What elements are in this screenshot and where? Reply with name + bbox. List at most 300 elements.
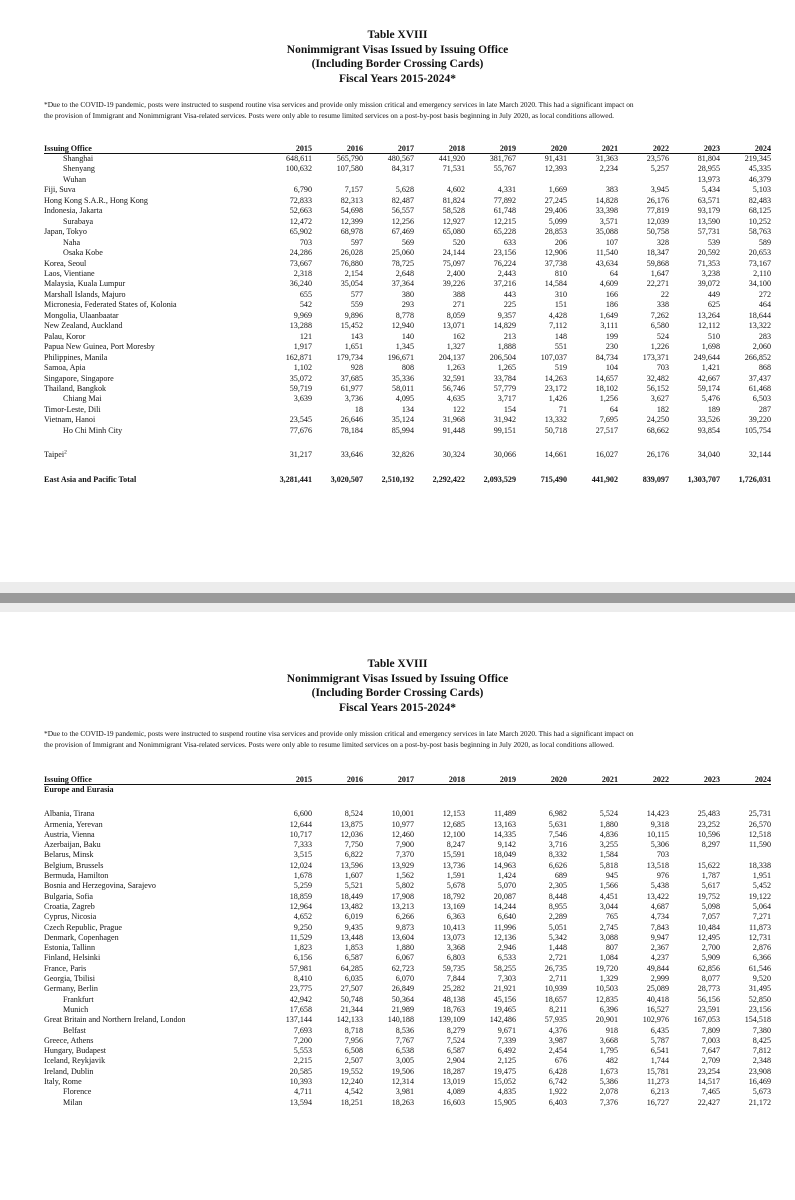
value-cell: 13,518 [646, 860, 669, 870]
office-name: Fiji, Suva [44, 185, 76, 195]
value-cell: 10,115 [647, 829, 669, 839]
value-cell: 1,649 [599, 310, 618, 320]
office-name: Italy, Rome [44, 1077, 82, 1087]
office-name: Indonesia, Jakarta [44, 206, 103, 216]
value-cell: 4,835 [497, 1087, 516, 1097]
value-cell: 7,843 [650, 922, 669, 932]
value-cell: 10,503 [595, 984, 618, 994]
value-cell: 32,826 [391, 450, 414, 460]
value-cell: 6,266 [395, 912, 414, 922]
value-cell: 7,157 [344, 185, 363, 195]
value-cell: 8,279 [446, 1025, 465, 1035]
office-name: New Zealand, Auckland [44, 321, 123, 331]
note-line: the provision of Immigrant and Nonimmigrant Visa-related services. Posts were only able to resume limited services on a post-by-post basis beginning in July 2020, as local conditions allowed. [44, 740, 615, 749]
value-cell: 30,324 [442, 450, 465, 460]
value-cell: 12,731 [748, 932, 771, 942]
col-header-year: 2023 [669, 143, 720, 154]
value-cell: 10,393 [289, 1077, 312, 1087]
footnote-marker: 2 [64, 450, 67, 456]
spacer-row [44, 461, 771, 475]
value-cell: 45,335 [748, 164, 771, 174]
value-cell: 37,738 [544, 258, 567, 268]
office-name: East Asia and Pacific Total [44, 474, 137, 484]
value-cell: 21,989 [391, 1004, 414, 1014]
col-header-year: 2017 [363, 143, 414, 154]
value-cell: 3,571 [599, 216, 618, 226]
value-cell: 1,651 [344, 342, 363, 352]
value-cell: 13,482 [340, 901, 363, 911]
value-cell: 162 [452, 331, 465, 341]
value-cell: 59,719 [289, 383, 312, 393]
value-cell: 3,945 [650, 185, 669, 195]
value-cell: 1,922 [548, 1087, 567, 1097]
value-cell: 12,215 [493, 216, 516, 226]
value-cell: 1,102 [293, 363, 312, 373]
value-cell: 21,172 [748, 1097, 771, 1107]
value-cell: 6,396 [599, 1004, 618, 1014]
value-cell: 12,256 [391, 216, 414, 226]
value-cell: 1,421 [701, 363, 720, 373]
value-cell: 13,736 [442, 860, 465, 870]
value-cell: 15,622 [697, 860, 720, 870]
value-cell: 23,254 [697, 1066, 720, 1076]
region-heading: Europe and Eurasia [44, 785, 114, 794]
value-cell: 12,136 [493, 932, 516, 942]
value-cell: 7,647 [701, 1046, 720, 1056]
table-row [44, 415, 771, 425]
office-name: Hong Kong S.A.R., Hong Kong [44, 195, 148, 205]
value-cell: 272 [758, 289, 771, 299]
value-cell: 8,077 [701, 974, 720, 984]
value-cell: 24,286 [289, 248, 312, 258]
value-cell: 7,271 [752, 912, 771, 922]
value-cell: 14,244 [493, 901, 516, 911]
office-name: Mongolia, Ulaanbaatar [44, 310, 119, 320]
value-cell: 13,875 [340, 819, 363, 829]
value-cell: 16,027 [595, 450, 618, 460]
value-cell: 381,767 [489, 154, 516, 163]
value-cell: 12,927 [442, 216, 465, 226]
value-cell: 765 [605, 912, 618, 922]
table-row [44, 269, 771, 279]
value-cell: 64 [609, 268, 618, 278]
col-header-year: 2016 [312, 774, 363, 785]
table-row [44, 923, 771, 933]
value-cell: 10,484 [697, 922, 720, 932]
value-cell: 65,228 [493, 227, 516, 237]
value-cell: 15,452 [340, 321, 363, 331]
value-cell: 945 [605, 871, 618, 881]
value-cell: 5,476 [701, 394, 720, 404]
value-cell: 71 [558, 404, 567, 414]
value-cell: 67,469 [391, 227, 414, 237]
value-cell: 61,748 [493, 206, 516, 216]
value-cell: 6,019 [344, 912, 363, 922]
value-cell: 2,507 [344, 1056, 363, 1066]
value-cell [363, 175, 414, 185]
value-cell: 4,095 [395, 394, 414, 404]
value-cell: 1,880 [599, 819, 618, 829]
value-cell: 19,720 [595, 963, 618, 973]
table-row [44, 175, 771, 185]
value-cell: 4,451 [599, 891, 618, 901]
value-cell: 50,758 [646, 227, 669, 237]
table-row [44, 300, 771, 310]
value-cell: 5,064 [752, 901, 771, 911]
value-cell: 3,255 [599, 840, 618, 850]
office-name: Singapore, Singapore [44, 373, 114, 383]
value-cell: 7,812 [752, 1046, 771, 1056]
value-cell: 1,566 [599, 881, 618, 891]
value-cell: 5,673 [752, 1087, 771, 1097]
table-row [44, 321, 771, 331]
value-cell: 13,594 [289, 1097, 312, 1107]
value-cell: 137,144 [285, 1015, 312, 1025]
title-line: Nonimmigrant Visas Issued by Issuing Office [286, 43, 509, 56]
value-cell: 33,646 [340, 450, 363, 460]
value-cell: 34,040 [697, 450, 720, 460]
col-header-year: 2020 [516, 143, 567, 154]
value-cell: 441,902 [591, 474, 618, 484]
value-cell: 20,585 [289, 1066, 312, 1076]
value-cell: 4,376 [548, 1025, 567, 1035]
value-cell: 7,200 [293, 1035, 312, 1045]
value-cell: 173,371 [642, 352, 669, 362]
value-cell: 565,790 [336, 154, 363, 163]
value-cell: 4,542 [344, 1087, 363, 1097]
value-cell: 271 [452, 300, 465, 310]
office-name: Iceland, Reykjavik [44, 1056, 106, 1066]
value-cell: 49,844 [646, 963, 669, 973]
office-name: Papua New Guinea, Port Moresby [44, 342, 155, 352]
value-cell: 8,211 [549, 1004, 567, 1014]
value-cell: 6,213 [650, 1087, 669, 1097]
table-row [44, 1098, 771, 1108]
value-cell: 139,109 [438, 1015, 465, 1025]
value-cell: 58,763 [748, 227, 771, 237]
value-cell: 1,647 [650, 268, 669, 278]
value-cell: 78,184 [340, 425, 363, 435]
value-cell: 18,449 [340, 891, 363, 901]
value-cell: 25,731 [748, 809, 771, 819]
value-cell: 122 [452, 404, 465, 414]
table-row [44, 1056, 771, 1066]
value-cell: 28,853 [544, 227, 567, 237]
value-cell: 166 [605, 289, 618, 299]
value-cell: 13,322 [748, 321, 771, 331]
value-cell: 2,078 [599, 1087, 618, 1097]
value-cell: 4,089 [446, 1087, 465, 1097]
value-cell: 77,819 [646, 206, 669, 216]
value-cell: 26,570 [748, 819, 771, 829]
value-cell: 23,908 [748, 1066, 771, 1076]
value-cell: 105,754 [744, 425, 771, 435]
title-line: Nonimmigrant Visas Issued by Issuing Office [286, 672, 509, 685]
value-cell: 388 [452, 289, 465, 299]
value-cell: 12,393 [544, 164, 567, 174]
value-cell: 134 [401, 404, 414, 414]
col-header-year: 2018 [414, 774, 465, 785]
value-cell: 37,685 [340, 373, 363, 383]
office-name: France, Paris [44, 963, 87, 973]
value-cell: 6,492 [497, 1046, 516, 1056]
value-cell: 6,070 [395, 974, 414, 984]
value-cell: 107 [605, 237, 618, 247]
value-cell: 13,332 [544, 415, 567, 425]
value-cell [720, 850, 771, 860]
value-cell: 482 [605, 1056, 618, 1066]
value-cell [567, 175, 618, 185]
value-cell: 676 [554, 1056, 567, 1066]
value-cell: 16,603 [442, 1097, 465, 1107]
value-cell: 142,133 [336, 1015, 363, 1025]
value-cell: 703 [656, 363, 669, 373]
value-cell: 648,611 [285, 154, 312, 163]
table-body [44, 154, 771, 486]
value-cell: 2,234 [599, 164, 618, 174]
covid-note [44, 728, 773, 750]
value-cell: 8,332 [548, 850, 567, 860]
table-row [44, 1036, 771, 1046]
value-cell: 2,876 [752, 943, 771, 953]
office-name: Korea, Seoul [44, 258, 87, 268]
value-cell: 35,336 [391, 373, 414, 383]
value-cell: 1,673 [599, 1066, 618, 1076]
office-name: Philippines, Manila [44, 352, 108, 362]
value-cell: 5,678 [446, 881, 465, 891]
value-cell: 6,587 [344, 953, 363, 963]
value-cell: 1,256 [599, 394, 618, 404]
value-cell: 15,052 [493, 1077, 516, 1087]
value-cell: 182 [656, 404, 669, 414]
table-row [44, 1067, 771, 1077]
value-cell: 1,698 [701, 342, 720, 352]
table-row [44, 217, 771, 227]
value-cell: 7,546 [548, 829, 567, 839]
value-cell: 12,460 [391, 829, 414, 839]
value-cell: 91,448 [442, 425, 465, 435]
value-cell: 37,216 [493, 279, 516, 289]
value-cell: 77,892 [493, 195, 516, 205]
value-cell: 58,011 [392, 383, 414, 393]
table-row [44, 311, 771, 321]
value-cell: 810 [554, 268, 567, 278]
office-name: Ireland, Dublin [44, 1066, 94, 1076]
value-cell: 50,364 [391, 994, 414, 1004]
value-cell: 12,835 [595, 994, 618, 1004]
value-cell: 7,695 [599, 415, 618, 425]
value-cell: 1,744 [650, 1056, 669, 1066]
value-cell: 19,752 [697, 891, 720, 901]
value-cell: 703 [299, 237, 312, 247]
value-cell: 7,112 [549, 321, 567, 331]
office-name: Greece, Athens [44, 1035, 94, 1045]
spacer-cell [44, 436, 771, 450]
value-cell: 9,357 [497, 310, 516, 320]
table-row [44, 1077, 771, 1087]
value-cell: 25,060 [391, 248, 414, 258]
value-cell: 16,527 [646, 1004, 669, 1014]
value-cell: 19,122 [748, 891, 771, 901]
office-name: Japan, Tokyo [44, 227, 87, 237]
value-cell: 225 [503, 300, 516, 310]
value-cell: 3,627 [650, 394, 669, 404]
value-cell: 14,423 [646, 809, 669, 819]
value-cell: 20,087 [493, 891, 516, 901]
value-cell: 31,217 [289, 450, 312, 460]
value-cell: 5,257 [650, 164, 669, 174]
value-cell: 13,213 [391, 901, 414, 911]
value-cell: 19,465 [493, 1004, 516, 1014]
value-cell: 57,779 [493, 383, 516, 393]
value-cell: 23,156 [748, 1004, 771, 1014]
col-header-year: 2019 [465, 143, 516, 154]
value-cell: 28,955 [697, 164, 720, 174]
col-header-year: 2016 [312, 143, 363, 154]
table-row [44, 374, 771, 384]
value-cell: 26,735 [544, 963, 567, 973]
table-row [44, 353, 771, 363]
value-cell: 26,849 [391, 984, 414, 994]
value-cell: 68,662 [646, 425, 669, 435]
value-cell: 7,003 [701, 1035, 720, 1045]
table-row [44, 892, 771, 902]
value-cell: 12,940 [391, 321, 414, 331]
value-cell: 1,678 [293, 871, 312, 881]
value-cell: 703 [656, 850, 669, 860]
value-cell: 154,518 [744, 1015, 771, 1025]
value-cell: 19,506 [391, 1066, 414, 1076]
value-cell: 7,376 [599, 1097, 618, 1107]
value-cell: 18,347 [646, 248, 669, 258]
value-cell: 13,019 [442, 1077, 465, 1087]
table-header-row [44, 774, 771, 785]
value-cell: 21,921 [493, 984, 516, 994]
table-row [44, 363, 771, 373]
table-row [44, 450, 771, 460]
title-line: Table XVIII [367, 658, 428, 670]
title-line: Table XVIII [367, 29, 428, 41]
value-cell: 11,489 [494, 809, 516, 819]
value-cell: 6,600 [293, 809, 312, 819]
value-cell: 1,917 [293, 342, 312, 352]
office-name: Osaka Kobe [63, 248, 103, 258]
value-cell: 2,125 [497, 1056, 516, 1066]
office-name: Azerbaijan, Baku [44, 840, 101, 850]
value-cell: 19,475 [493, 1066, 516, 1076]
value-cell: 1,226 [650, 342, 669, 352]
value-cell: 54,698 [340, 206, 363, 216]
value-cell: 2,510,192 [381, 474, 414, 484]
table-row [44, 475, 771, 485]
value-cell: 1,888 [497, 342, 516, 352]
table-row [44, 342, 771, 352]
value-cell: 28,773 [697, 984, 720, 994]
value-cell: 162,871 [285, 352, 312, 362]
col-header-office: Issuing Office [44, 143, 261, 154]
value-cell: 35,072 [289, 373, 312, 383]
value-cell: 2,367 [650, 943, 669, 953]
value-cell: 3,981 [395, 1087, 414, 1097]
value-cell: 63,571 [697, 195, 720, 205]
col-header-year: 2020 [516, 774, 567, 785]
value-cell: 31,968 [442, 415, 465, 425]
value-cell: 142,486 [489, 1015, 516, 1025]
value-cell: 14,657 [595, 373, 618, 383]
region-row [44, 785, 771, 796]
value-cell: 13,929 [391, 860, 414, 870]
value-cell: 64,285 [340, 963, 363, 973]
value-cell: 2,289 [548, 912, 567, 922]
value-cell: 37,364 [391, 279, 414, 289]
value-cell: 266,852 [744, 352, 771, 362]
title-line: (Including Border Crossing Cards) [311, 58, 484, 70]
value-cell: 52,663 [289, 206, 312, 216]
office-name: Georgia, Tbilisi [44, 974, 95, 984]
table-title [0, 612, 795, 715]
value-cell: 13,596 [340, 860, 363, 870]
value-cell: 61,546 [748, 963, 771, 973]
value-cell: 55,767 [493, 164, 516, 174]
value-cell: 3,044 [599, 901, 618, 911]
table-row [44, 206, 771, 216]
value-cell: 199 [605, 331, 618, 341]
value-cell: 655 [299, 289, 312, 299]
value-cell: 5,306 [650, 840, 669, 850]
value-cell: 12,100 [442, 829, 465, 839]
value-cell: 3,020,507 [330, 474, 363, 484]
value-cell: 93,179 [697, 206, 720, 216]
value-cell: 13,264 [697, 310, 720, 320]
value-cell: 9,947 [650, 932, 669, 942]
value-cell: 542 [299, 300, 312, 310]
value-cell: 5,098 [701, 901, 720, 911]
value-cell: 6,533 [497, 953, 516, 963]
table-row [44, 820, 771, 830]
value-cell: 58,528 [442, 206, 465, 216]
value-cell: 9,435 [344, 922, 363, 932]
title-line: Fiscal Years 2015-2024* [338, 701, 457, 714]
value-cell: 3,987 [548, 1035, 567, 1045]
value-cell: 27,245 [544, 195, 567, 205]
value-cell: 4,687 [650, 901, 669, 911]
value-cell: 11,590 [749, 840, 771, 850]
value-cell: 62,723 [391, 963, 414, 973]
value-cell: 9,142 [497, 840, 516, 850]
col-header-year: 2023 [669, 774, 720, 785]
value-cell: 918 [605, 1025, 618, 1035]
table-row [44, 861, 771, 871]
value-cell: 1,669 [548, 185, 567, 195]
value-cell: 14,263 [544, 373, 567, 383]
office-name: Naha [63, 237, 81, 247]
value-cell: 16,469 [748, 1077, 771, 1087]
value-cell: 11,529 [290, 932, 312, 942]
value-cell: 11,540 [596, 248, 618, 258]
col-header-year: 2018 [414, 143, 465, 154]
value-cell: 82,487 [391, 195, 414, 205]
office-name: Florence [63, 1087, 92, 1097]
table-row [44, 405, 771, 415]
value-cell: 7,693 [293, 1025, 312, 1035]
value-cell: 14,963 [493, 860, 516, 870]
value-cell: 1,823 [293, 943, 312, 953]
value-cell: 8,448 [548, 891, 567, 901]
value-cell: 206 [554, 237, 567, 247]
value-cell: 380 [401, 289, 414, 299]
value-cell: 25,282 [442, 984, 465, 994]
value-cell: 78,725 [391, 258, 414, 268]
